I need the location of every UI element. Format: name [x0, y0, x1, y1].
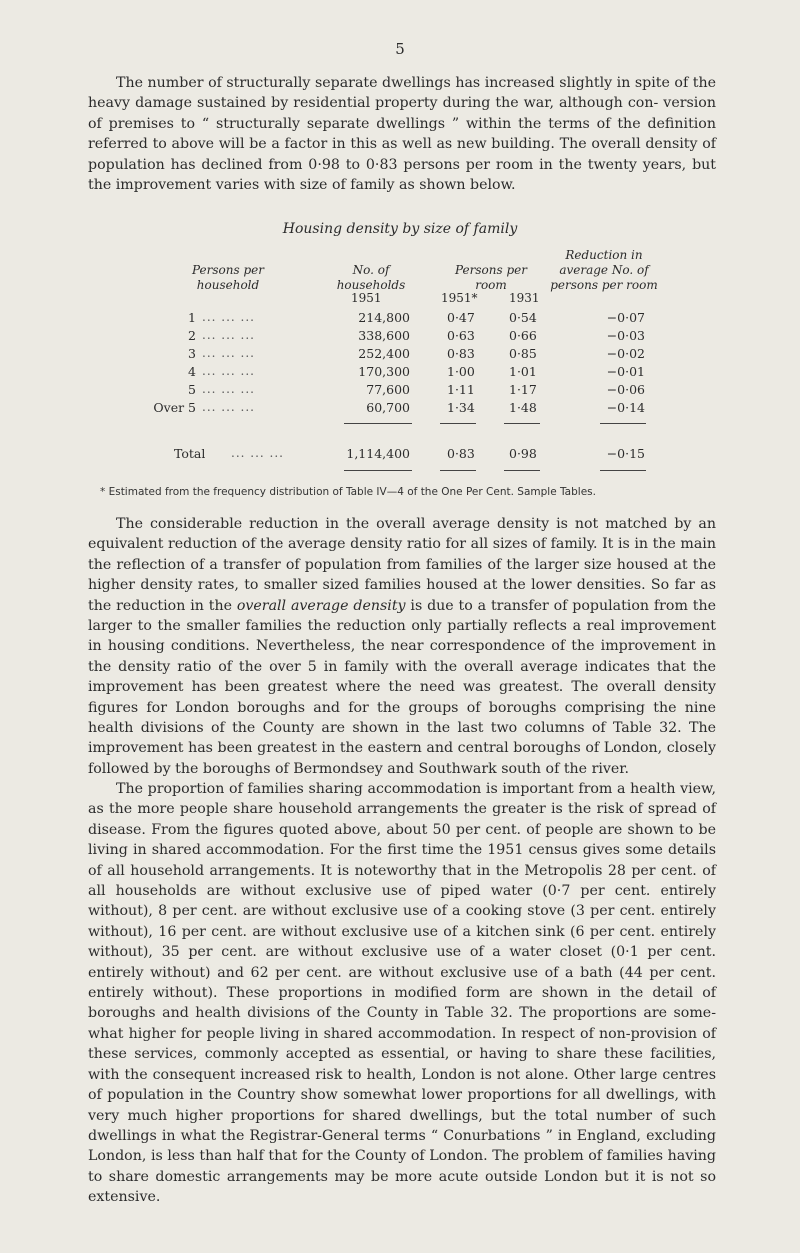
page-number: 5 [395, 40, 405, 58]
ppr-1951-value: 0·47 [447, 310, 475, 325]
ppr-1951-value: 0·83 [447, 346, 475, 361]
ppr-1951-value: 1·00 [447, 364, 475, 379]
ppr-1931-value: 0·85 [509, 346, 537, 361]
households-value: 170,300 [358, 364, 410, 379]
row-label: 3 [188, 346, 196, 361]
total-rule-top [504, 423, 540, 424]
paragraph-2-emphasis: overall average density [236, 597, 406, 614]
households-value: 60,700 [366, 400, 410, 415]
paragraph-2 [88, 514, 716, 779]
total-rule-bottom [344, 470, 412, 471]
header-year-1931: 1931 [509, 291, 540, 305]
total-rule-bottom [440, 470, 476, 471]
row-label: Over 5 [153, 400, 196, 415]
households-value: 214,800 [358, 310, 410, 325]
header-year-households: 1951 [351, 291, 382, 305]
reduction-value: −0·03 [606, 328, 645, 343]
header-persons-per-household: Persons per household [192, 263, 264, 292]
total-rule-bottom [504, 470, 540, 471]
header-no-of-households: No. of households [336, 263, 406, 292]
total-reduction: −0·15 [606, 446, 645, 461]
leader-dots: ... ... ... [202, 400, 255, 414]
table-title: Housing density by size of family [282, 221, 518, 237]
ppr-1931-value: 1·01 [509, 364, 537, 379]
ppr-1931-value: 0·66 [509, 328, 537, 343]
row-label: 5 [188, 382, 196, 397]
ppr-1951-value: 1·11 [447, 382, 475, 397]
reduction-value: −0·07 [606, 310, 645, 325]
ppr-1931-value: 1·17 [509, 382, 537, 397]
total-rule-top [600, 423, 646, 424]
leader-dots: ... ... ... [202, 310, 255, 324]
header-persons-per-room: Persons per room [455, 263, 527, 292]
total-rule-top [344, 423, 412, 424]
paragraph-2-part-2: is due to a transfer of population from the larger to the smaller families the reduction only partially reflects a real improvement in housing conditions. Nevertheless, the near correspondence of the improvement in the density ratio of the over 5 in family with the overall average indicates that the improvement has been greatest where the need was greatest. The overall density figures for London boroughs and for the groups of boroughs comprising the nine health divisions of the County are shown in the last two columns of Table 32. The improvement has been greatest in the eastern and central boroughs of London, closely followed by the boroughs of Bermondsey and Southwark south of the river. [88, 597, 716, 777]
header-year-1951: 1951* [441, 291, 478, 305]
row-label: 4 [188, 364, 196, 379]
paragraph-1: The number of structurally separate dwellings has increased slightly in spite of the heavy damage sustained by residential property during the war, although con- version of premises to “ structurally separate dwellings ” within the terms of the definition referred to above will be a factor in this as well as new building. The overall density of population has declined from 0·98 to 0·83 persons per room in the twenty years, but the improvement varies with size of family as shown below. [88, 75, 716, 194]
total-ppr-1951: 0·83 [447, 446, 475, 461]
leader-dots: ... ... ... [202, 364, 255, 378]
households-value: 77,600 [366, 382, 410, 397]
leader-dots: ... ... ... [231, 446, 284, 460]
table-footnote: * Estimated from the frequency distribution of Table IV—4 of the One Per Cent. Sample Tables. [100, 486, 596, 498]
leader-dots: ... ... ... [202, 346, 255, 360]
reduction-value: −0·14 [606, 400, 645, 415]
ppr-1951-value: 1·34 [447, 400, 475, 415]
total-households: 1,114,400 [346, 446, 410, 461]
households-value: 338,600 [358, 328, 410, 343]
reduction-value: −0·06 [606, 382, 645, 397]
ppr-1931-value: 0·54 [509, 310, 537, 325]
paragraph-3: The proportion of families sharing accommodation is important from a health view, as the more people share household arrangements the greater is the risk of spread of disease. From the figures quoted above, about 50 per cent. of people are shown to be living in shared accommodation. For the first time the 1951 census gives some details of all household arrangements. It is noteworthy that in the Metropolis 28 per cent. of all households are without exclusive use of piped water (0·7 per cent. entirely without), 8 per cent. are without exclusive use of a cooking stove (3 per cent. entirely without), 16 per cent. are without exclusive use of a kitchen sink (6 per cent. entirely without), 35 per cent. are without exclusive use of a water closet (0·1 per cent. entirely without) and 62 per cent. are without exclusive use of a bath (44 per cent. entirely without). These proportions in modified form are shown in the detail of boroughs and health divisions of the County in Table 32. The proportions are some- what higher for people living in shared accommodation. In respect of non-provision of these services, commonly accepted as essential, or having to share these facilities, with the consequent increased risk to health, London is not alone. Other large centres of population in the Country show somewhat lower proportions for all dwellings, with very much higher proportions for shared dwellings, but the total number of such dwellings in what the Registrar-General terms “ Conurbations ” in England, excluding London, is less than half that for the County of London. The problem of families having to share domestic arrangements may be more acute outside London but it is not so extensive. [88, 781, 716, 1206]
header-reduction: Reduction in average No. of persons per room [550, 248, 658, 292]
households-value: 252,400 [358, 346, 410, 361]
leader-dots: ... ... ... [202, 382, 255, 396]
row-label: 1 [188, 310, 196, 325]
reduction-value: −0·01 [606, 364, 645, 379]
row-label: 2 [188, 328, 196, 343]
ppr-1951-value: 0·63 [447, 328, 475, 343]
leader-dots: ... ... ... [202, 328, 255, 342]
total-label: Total [174, 446, 206, 461]
paragraph-2-part-1: The considerable reduction in the overall average density is not matched by an equivalent reduction of the average density ratio for all sizes of family. It is in the main the reflection of a transfer of population from families of the larger size housed at the higher density rates, to smaller sized families housed at the lower densities. So far as the reduction in the [88, 516, 716, 614]
total-rule-bottom [600, 470, 646, 471]
ppr-1931-value: 1·48 [509, 400, 537, 415]
total-rule-top [440, 423, 476, 424]
reduction-value: −0·02 [606, 346, 645, 361]
total-ppr-1931: 0·98 [509, 446, 537, 461]
